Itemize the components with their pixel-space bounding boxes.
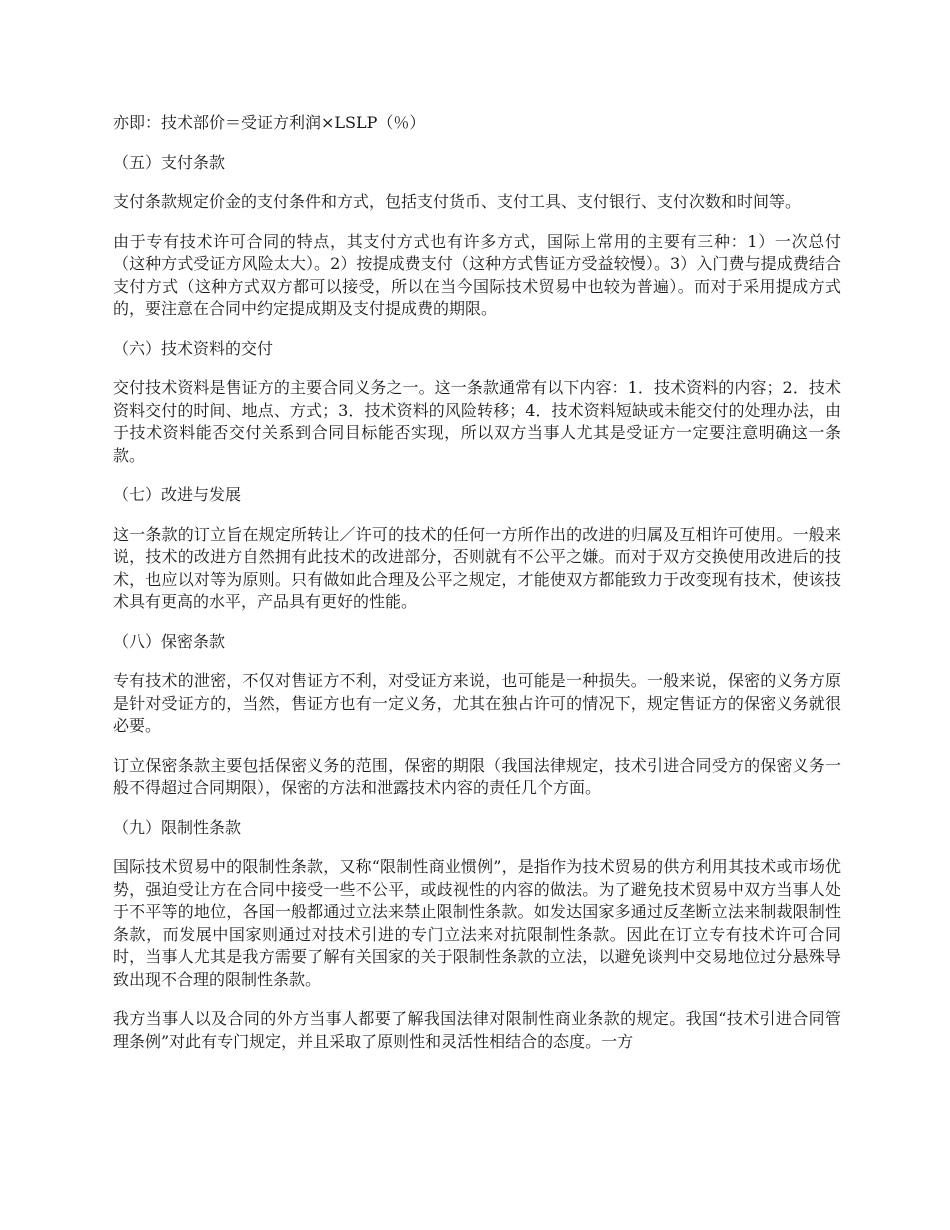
section-heading-confidentiality: （八）保密条款	[113, 631, 226, 651]
paragraph: 由于专有技术许可合同的特点，其支付方式也有许多方式，国际上常用的主要有三种：1）一次总付（这种方式受证方风险太大）。2）按提成费支付（这种方式售证方受益较慢）。3）入门费与提成费结合支付方式（这种方式双方都可以接受，所以在当今国际技术贸易中也较为普遍）。而对于采用提成方式的，要注意在合同中约定提成期及支付提成费的期限。	[113, 231, 841, 318]
paragraph: 这一条款的订立旨在规定所转让／许可的技术的任何一方所作出的改进的归属及互相许可使用。一般来说，技术的改进方自然拥有此技术的改进部分，否则就有不公平之嫌。而对于双方交换使用改进后的技术，也应以对等为原则。只有做如此合理及公平之规定，才能使双方都能致力于改变现有技术，使该技术具有更高的水平，产品具有更好的性能。	[113, 524, 841, 611]
paragraph: 支付条款规定价金的支付条件和方式，包括支付货币、支付工具、支付银行、支付次数和时间等。	[113, 192, 802, 211]
paragraph: 订立保密条款主要包括保密义务的范围，保密的期限（我国法律规定，技术引进合同受方的保密义务一般不得超过合同期限），保密的方法和泄露技术内容的责任几个方面。	[113, 755, 841, 797]
section-heading-delivery: （六）技术资料的交付	[113, 338, 274, 358]
section-heading-improvement: （七）改进与发展	[113, 485, 242, 504]
document-body	[113, 112, 841, 1070]
paragraph: 交付技术资料是售证方的主要合同义务之一。这一条款通常有以下内容：1．技术资料的内容；2．技术资料交付的时间、地点、方式；3．技术资料的风险转移；4．技术资料短缺或未能交付的处理办法，由于技术资料能否交付关系到合同目标能否实现，所以双方当事人尤其是受证方一定要注意明确这一条款。	[113, 378, 841, 465]
paragraph: 国际技术贸易中的限制性条款，又称“限制性商业惯例”，是指作为技术贸易的供方利用其技术或市场优势，强迫受让方在合同中接受一些不公平，或歧视性的内容的做法。为了避免技术贸易中双方当事人处于不平等的地位，各国一般都通过立法来禁止限制性条款。如发达国家多通过反垄断立法来制裁限制性条款，而发展中国家则通过对技术引进的专门立法来对抗限制性条款。因此在订立专有技术许可合同时，当事人尤其是我方需要了解有关国家的关于限制性条款的立法，以避免谈判中交易地位过分悬殊导致出现不合理的限制性条款。	[113, 857, 841, 989]
section-heading-payment: （五）支付条款	[113, 152, 226, 172]
paragraph: 我方当事人以及合同的外方当事人都要了解我国法律对限制性商业条款的规定。我国“技术引进合同管理条例”对此有专门规定，并且采取了原则性和灵活性相结合的态度。一方	[113, 1009, 841, 1051]
paragraph: 专有技术的泄密，不仅对售证方不利，对受证方来说，也可能是一种损失。一般来说，保密的义务方原是针对受证方的，当然，售证方也有一定义务，尤其在独占许可的情况下，规定售证方的保密义务就很必要。	[113, 671, 841, 735]
formula-line: 亦即：技术部价＝受证方利润×LSLP（％）	[113, 113, 426, 132]
section-heading-restrictive: （九）限制性条款	[113, 817, 242, 837]
